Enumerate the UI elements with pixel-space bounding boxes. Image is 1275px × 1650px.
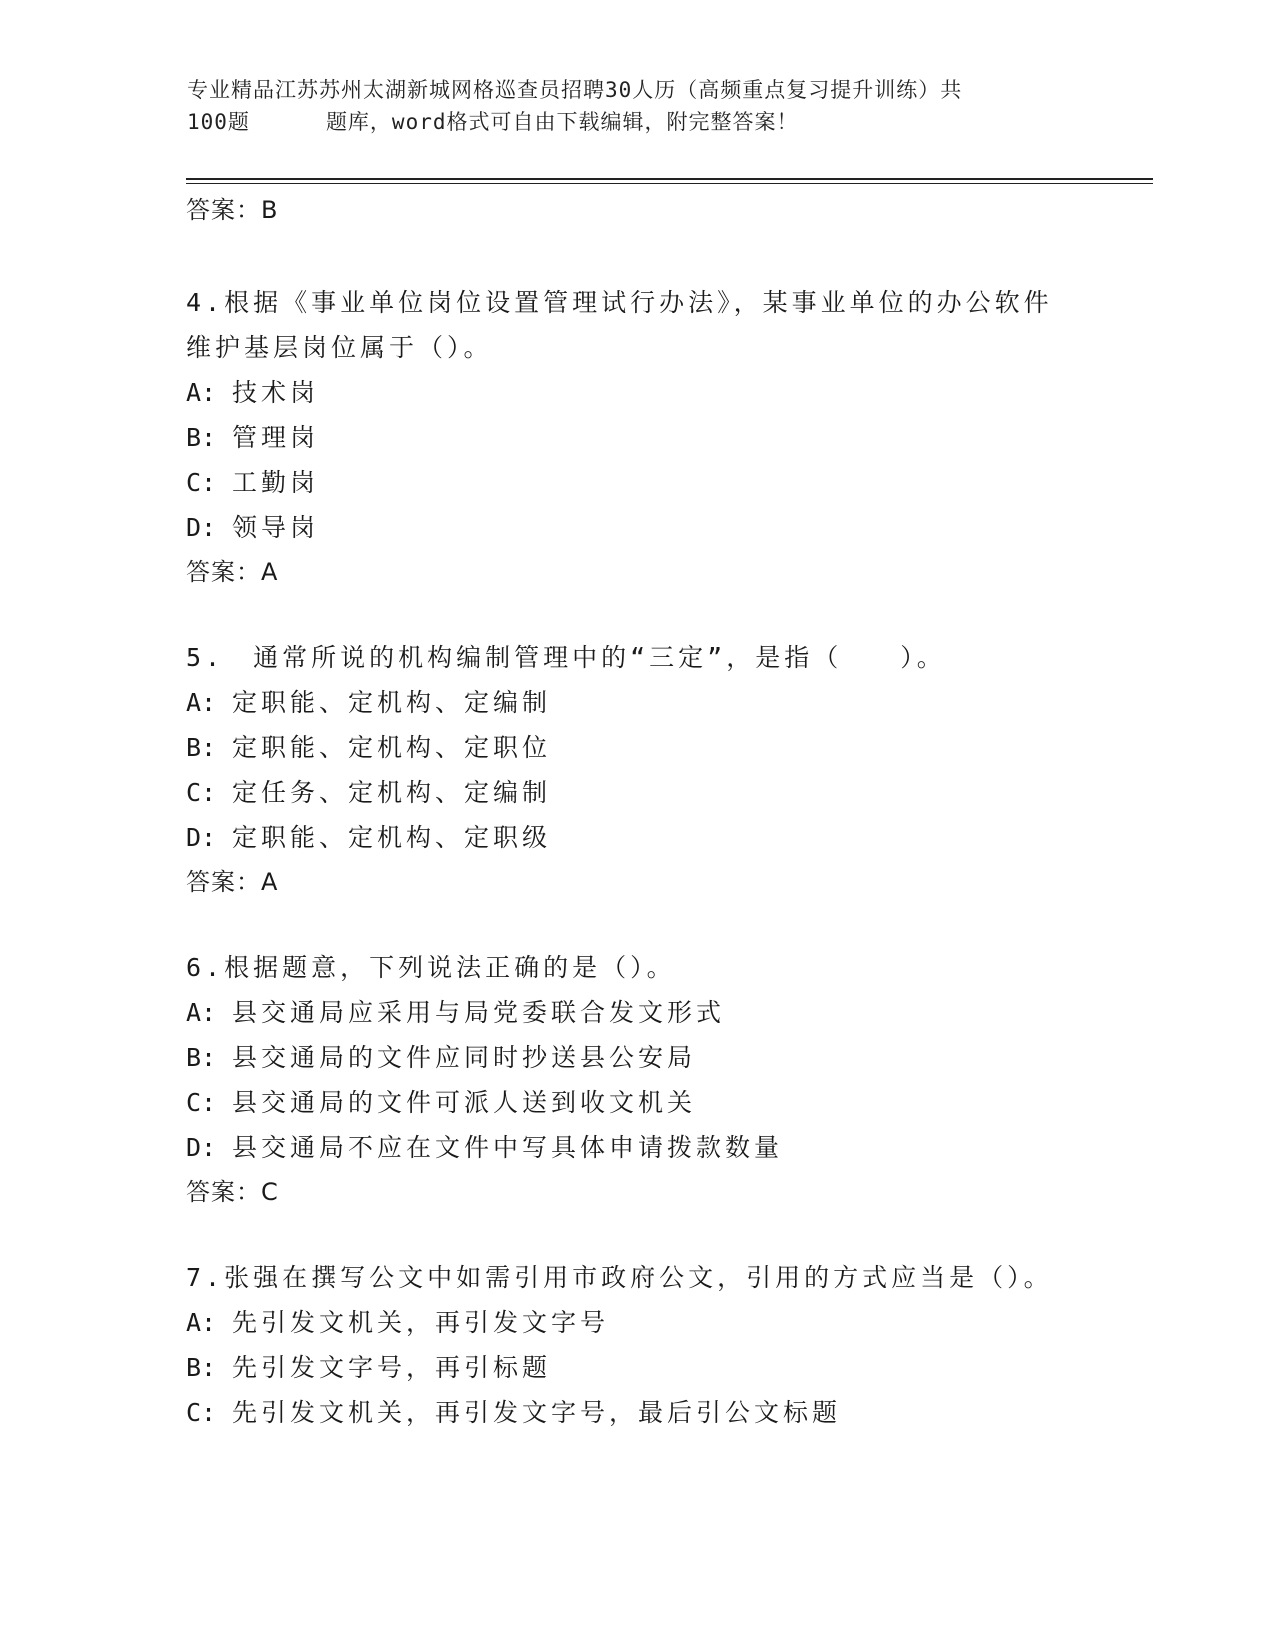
option-label: A: [186,1308,217,1337]
option-label: D: [186,823,217,852]
option-label: A: [186,378,217,407]
option-b [186,725,1086,770]
document-header [187,74,1087,138]
question-text: 5. 通常所说的机构编制管理中的“三定”，是指（ ）。 [186,643,946,672]
option-text: 管理岗 [232,423,320,452]
option-a [186,680,1086,725]
header-line-2 [187,106,1087,138]
answer-q3: 答案：B [186,196,279,224]
header-question-count: 100题 [187,110,250,134]
option-b [186,1035,1086,1080]
option-a [186,1300,1086,1345]
question-5 [186,635,1086,905]
question-7 [186,1255,1086,1435]
option-c [186,460,1086,505]
question-text: 6.根据题意，下列说法正确的是（）。 [186,953,676,982]
option-label: C: [186,1088,217,1117]
option-text: 定任务、定机构、定编制 [232,778,552,807]
option-text: 定职能、定机构、定编制 [232,688,552,717]
question-4 [186,280,1086,595]
question-text: 4.根据《事业单位岗位设置管理试行办法》，某事业单位的办公软件 [186,288,1053,317]
option-label: C: [186,778,217,807]
header-description: 题库，word格式可自由下载编辑，附完整答案！ [325,110,799,134]
option-text: 县交通局不应在文件中写具体申请拨款数量 [232,1133,784,1162]
option-c [186,770,1086,815]
option-text: 县交通局的文件可派人送到收文机关 [232,1088,697,1117]
option-text: 领导岗 [232,513,320,542]
option-label: B: [186,733,217,762]
option-b [186,415,1086,460]
question-text-continued: 维护基层岗位属于（）。 [186,333,493,362]
option-text: 定职能、定机构、定职级 [232,823,552,852]
option-a [186,370,1086,415]
header-divider-thick [186,178,1153,180]
header-line-1: 专业精品江苏苏州太湖新城网格巡查员招聘30人历（高频重点复习提升训练）共 [187,78,963,102]
option-label: D: [186,1133,217,1162]
option-text: 定职能、定机构、定职位 [232,733,552,762]
option-b [186,1345,1086,1390]
header-divider-thin [186,183,1153,184]
option-label: B: [186,1043,217,1072]
option-label: A: [186,998,217,1027]
option-c [186,1080,1086,1125]
option-d [186,505,1086,550]
option-a [186,990,1086,1035]
option-d [186,815,1086,860]
option-text: 技术岗 [232,378,320,407]
option-text: 县交通局的文件应同时抄送县公安局 [232,1043,697,1072]
option-c [186,1390,1086,1435]
option-label: C: [186,1398,217,1427]
option-label: A: [186,688,217,717]
option-text: 先引发文机关，再引发文字号 [232,1308,610,1337]
option-text: 工勤岗 [232,468,320,497]
question-6 [186,945,1086,1215]
option-text: 县交通局应采用与局党委联合发文形式 [232,998,726,1027]
question-text: 7.张强在撰写公文中如需引用市政府公文，引用的方式应当是（）。 [186,1263,1053,1292]
option-d [186,1125,1086,1170]
option-text: 先引发文字号，再引标题 [232,1353,552,1382]
answer: 答案：A [186,558,279,586]
answer: 答案：A [186,868,279,896]
option-label: D: [186,513,217,542]
answer: 答案：C [186,1178,279,1206]
option-text: 先引发文机关，再引发文字号，最后引公文标题 [232,1398,842,1427]
option-label: B: [186,1353,217,1382]
option-label: B: [186,423,217,452]
option-label: C: [186,468,217,497]
question-list [186,188,1086,1435]
